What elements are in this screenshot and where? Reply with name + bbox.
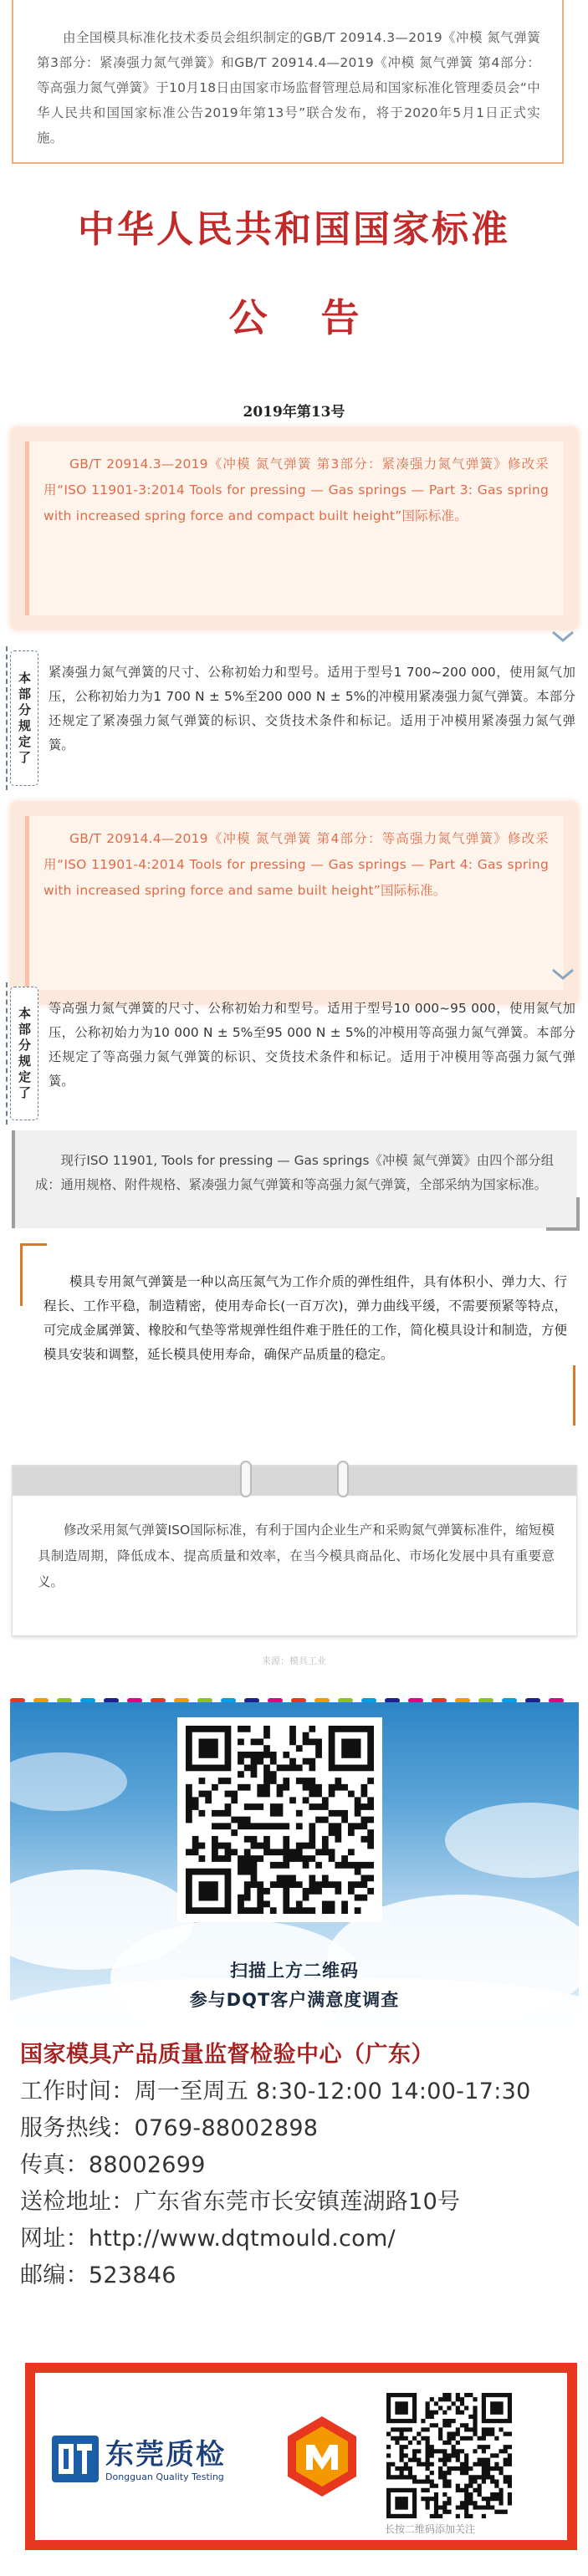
- mold-spring-description: [20, 1243, 575, 1426]
- section-text: 紧凑强力氮气弹簧的尺寸、公称初始力和型号。适用于型号1 700~200 000，使用氮气加压，公称初始力为1 700 N ± 5%至200 000 N ± 5%的冲模用紧凑强力氮气弹簧。本部分还规定了紧凑强力氮气弹簧的标识、交货技术条件和标记。适用于冲模用紧凑强力氮气弹簧。: [49, 665, 575, 752]
- brand-name-en: Dongguan Quality Testing: [105, 2471, 224, 2482]
- survey-line-1: 扫描上方二维码: [230, 1961, 359, 1981]
- binder-ring-icon: [337, 1461, 349, 1497]
- contact-postcode: 邮编：523846: [20, 2262, 176, 2288]
- standard-box-part4: [12, 803, 577, 1003]
- survey-qr-code[interactable]: [177, 1717, 382, 1922]
- qr-caption: 长按二维码添加关注: [385, 2523, 476, 2535]
- contact-address: 送检地址：广东省东莞市长安镇莲湖路10号: [20, 2189, 461, 2215]
- color-divider: [10, 1691, 579, 1697]
- announcement-title: 中华人民共和国国家标准: [78, 208, 510, 251]
- section-tag-label: 本部分规定了: [18, 1006, 32, 1100]
- announcement-subtitle: 公告: [228, 295, 413, 340]
- section-tag: [10, 987, 38, 1120]
- adoption-note-card: [12, 1465, 577, 1636]
- standard-box-text: GB/T 20914.4—2019《冲模 氮气弹簧 第4部分：等高强力氮气弹簧》修改采用“ISO 11901-4:2014 Tools for pressing — Gas springs — Part 4: Gas spring with increased spring force and same built height”国际标准。: [25, 816, 564, 990]
- contact-org: 国家模具产品质量监督检验中心（广东）: [20, 2042, 434, 2068]
- standard-box-part3: [12, 428, 577, 629]
- survey-line-2: 参与DQT客户满意度调查: [189, 1990, 400, 2010]
- brand-name: 东莞质检: [105, 2438, 226, 2471]
- section-tag-label: 本部分规定了: [18, 671, 32, 765]
- section-text: 等高强力氮气弹簧的尺寸、公称初始力和型号。适用于型号10 000~95 000，使用氮气加压，公称初始力为10 000 N ± 5%至95 000 N ± 5%的冲模用等高强力氮气弹簧。本部分还规定了等高强力氮气弹簧的标识、交货技术条件和标记。适用于冲模用等高强力氮气弹簧。: [49, 1001, 575, 1089]
- contact-fax: 传真：88002699: [20, 2152, 206, 2178]
- source-credit: 来源：模具工业: [262, 1655, 326, 1666]
- survey-banner: [10, 1702, 579, 2028]
- standard-box-text: GB/T 20914.3—2019《冲模 氮气弹簧 第3部分：紧凑强力氮气弹簧》修改采用“ISO 11901-3:2014 Tools for pressing — Gas springs — Part 3: Gas spring with increased spring force and compact built height”国际标准。: [25, 441, 564, 615]
- chevron-down-icon: [550, 629, 575, 644]
- contact-hours: 工作时间：周一至周五 8:30-12:00 14:00-17:30: [20, 2079, 531, 2104]
- iso-note-box: [12, 1130, 577, 1228]
- chevron-down-icon: [550, 967, 575, 982]
- mould-hexagon-logo-icon: [286, 2415, 358, 2498]
- contact-info: [20, 2037, 572, 2294]
- adoption-text: 修改采用氮气弹簧ISO国际标准，有利于国内企业生产和采购氮气弹簧标准件，缩短模具制造周期，降低成本、提高质量和效率，在当今模具商品化、市场化发展中具有重要意义。: [38, 1523, 555, 1589]
- iso-note-text: 现行ISO 11901, Tools for pressing — Gas springs《冲模 氮气弹簧》由四个部分组成：通用规格、附件规格、紧凑强力氮气弹簧和等高强力氮气弹簧，全部采纳为国家标准。: [35, 1153, 554, 1192]
- binder-ring-icon: [240, 1461, 252, 1497]
- section-tag: [10, 650, 38, 786]
- contact-website[interactable]: 网址：http://www.dqtmould.com/: [20, 2226, 396, 2252]
- intro-text: 由全国模具标准化技术委员会组织制定的GB/T 20914.3—2019《冲模 氮气弹簧 第3部分：紧凑强力氮气弹簧》和GB/T 20914.4—2019《冲模 氮气弹簧 第4部分：等高强力氮气弹簧》于10月18日由国家市场监督管理总局和国家标准化管理委员会“中华人民共和国国家标准公告2019年第13号”联合发布，将于2020年5月1日正式实施。: [37, 30, 540, 145]
- dqt-logo-icon: [52, 2436, 99, 2482]
- announcement-issue: 2019年第13号: [243, 404, 345, 421]
- intro-box: [12, 0, 564, 164]
- contact-hotline: 服务热线：0769-88002898: [20, 2115, 319, 2141]
- brand-banner: [25, 2363, 577, 2550]
- follow-qr-code[interactable]: [386, 2393, 512, 2518]
- mold-spring-text: 模具专用氮气弹簧是一种以高压氮气为工作介质的弹性组件，具有体积小、弹力大、行程长、工作平稳，制造精密，使用寿命长(一百万次)，弹力曲线平缓，不需要预紧等特点，可完成金属弹簧、橡胶和气垫等常规弹性组件难于胜任的工作，简化模具设计和制造，方便模具安装和调整，延长模具使用寿命，确保产品质量的稳定。: [43, 1274, 567, 1362]
